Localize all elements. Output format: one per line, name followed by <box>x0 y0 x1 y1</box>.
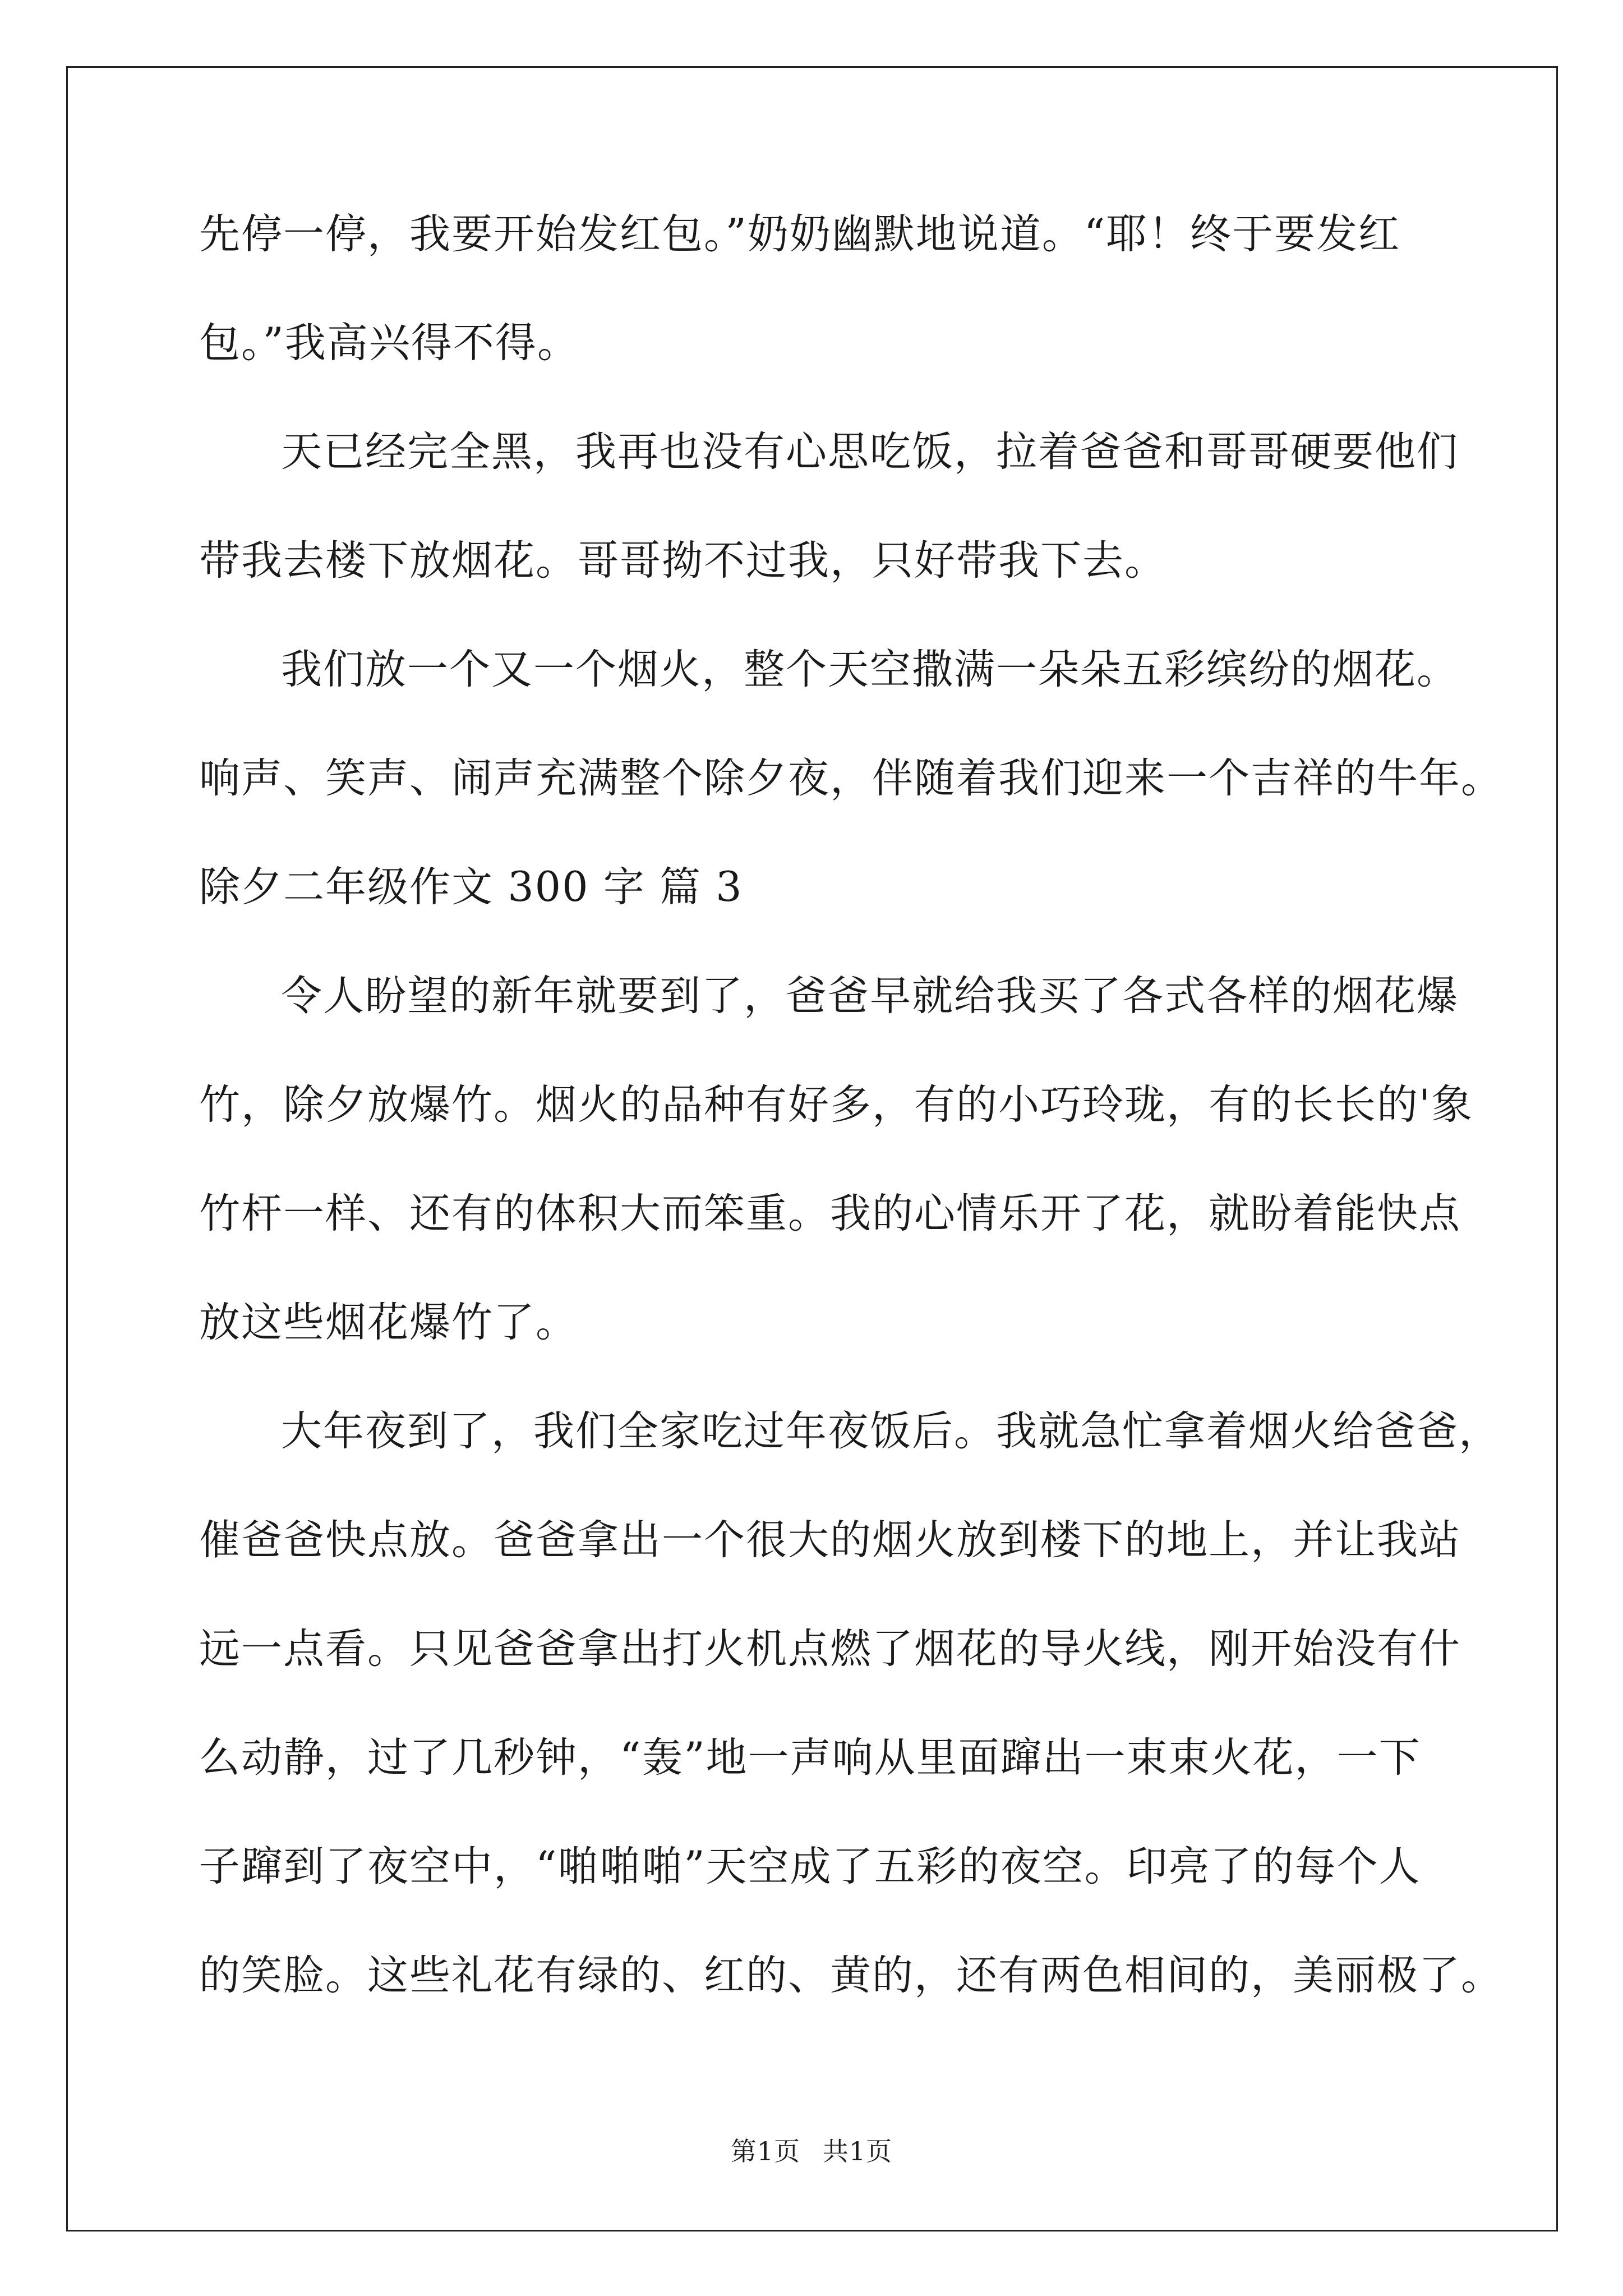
text-line-3: 天已经完全黑，我再也没有心思吃饭，拉着爸爸和哥哥硬要他们 <box>281 428 1459 476</box>
text-line-5: 我们放一个又一个烟火，整个天空撒满一朵朵五彩缤纷的烟花。 <box>281 646 1459 693</box>
text-line-13: 催爸爸快点放。爸爸拿出一个很大的烟火放到楼下的地上，并让我站 <box>199 1516 1461 1564</box>
page-number: 第1页 <box>730 2136 801 2166</box>
text-line-8: 令人盼望的新年就要到了，爸爸早就给我买了各式各样的烟花爆 <box>281 972 1459 1020</box>
text-line-2: 包。”我高兴得不得。 <box>199 319 579 367</box>
section-heading: 除夕二年级作文 300 字 篇 3 <box>199 863 743 911</box>
text-line-9: 竹，除夕放爆竹。烟火的品种有好多，有的小巧玲珑，有的长长的'象 <box>199 1081 1474 1129</box>
text-line-4: 带我去楼下放烟花。哥哥拗不过我，只好带我下去。 <box>199 537 1166 585</box>
text-line-17: 的笑脸。这些礼花有绿的、红的、黄的，还有两色相间的，美丽极了。 <box>199 1952 1503 1999</box>
page-total: 共1页 <box>822 2136 893 2166</box>
text-line-6: 响声、笑声、闹声充满整个除夕夜，伴随着我们迎来一个吉祥的牛年。 <box>199 754 1503 802</box>
text-line-11: 放这些烟花爆竹了。 <box>199 1299 578 1346</box>
text-line-10: 竹杆一样、还有的体积大而笨重。我的心情乐开了花，就盼着能快点 <box>199 1190 1461 1237</box>
text-line-14: 远一点看。只见爸爸拿出打火机点燃了烟花的导火线，刚开始没有什 <box>199 1625 1461 1673</box>
text-line-16: 子蹿到了夜空中，“啪啪啪”天空成了五彩的夜空。印亮了的每个人 <box>199 1843 1421 1890</box>
text-line-1: 先停一停，我要开始发红包。”奶奶幽默地说道。“耶！终于要发红 <box>199 210 1401 258</box>
document-body <box>199 208 1503 2058</box>
page-footer <box>0 2134 1623 2168</box>
text-line-12: 大年夜到了，我们全家吃过年夜饭后。我就急忙拿着烟火给爸爸， <box>281 1407 1501 1455</box>
text-line-15: 么动静，过了几秒钟，“轰”地一声响从里面蹿出一束束火花，一下 <box>199 1734 1421 1782</box>
